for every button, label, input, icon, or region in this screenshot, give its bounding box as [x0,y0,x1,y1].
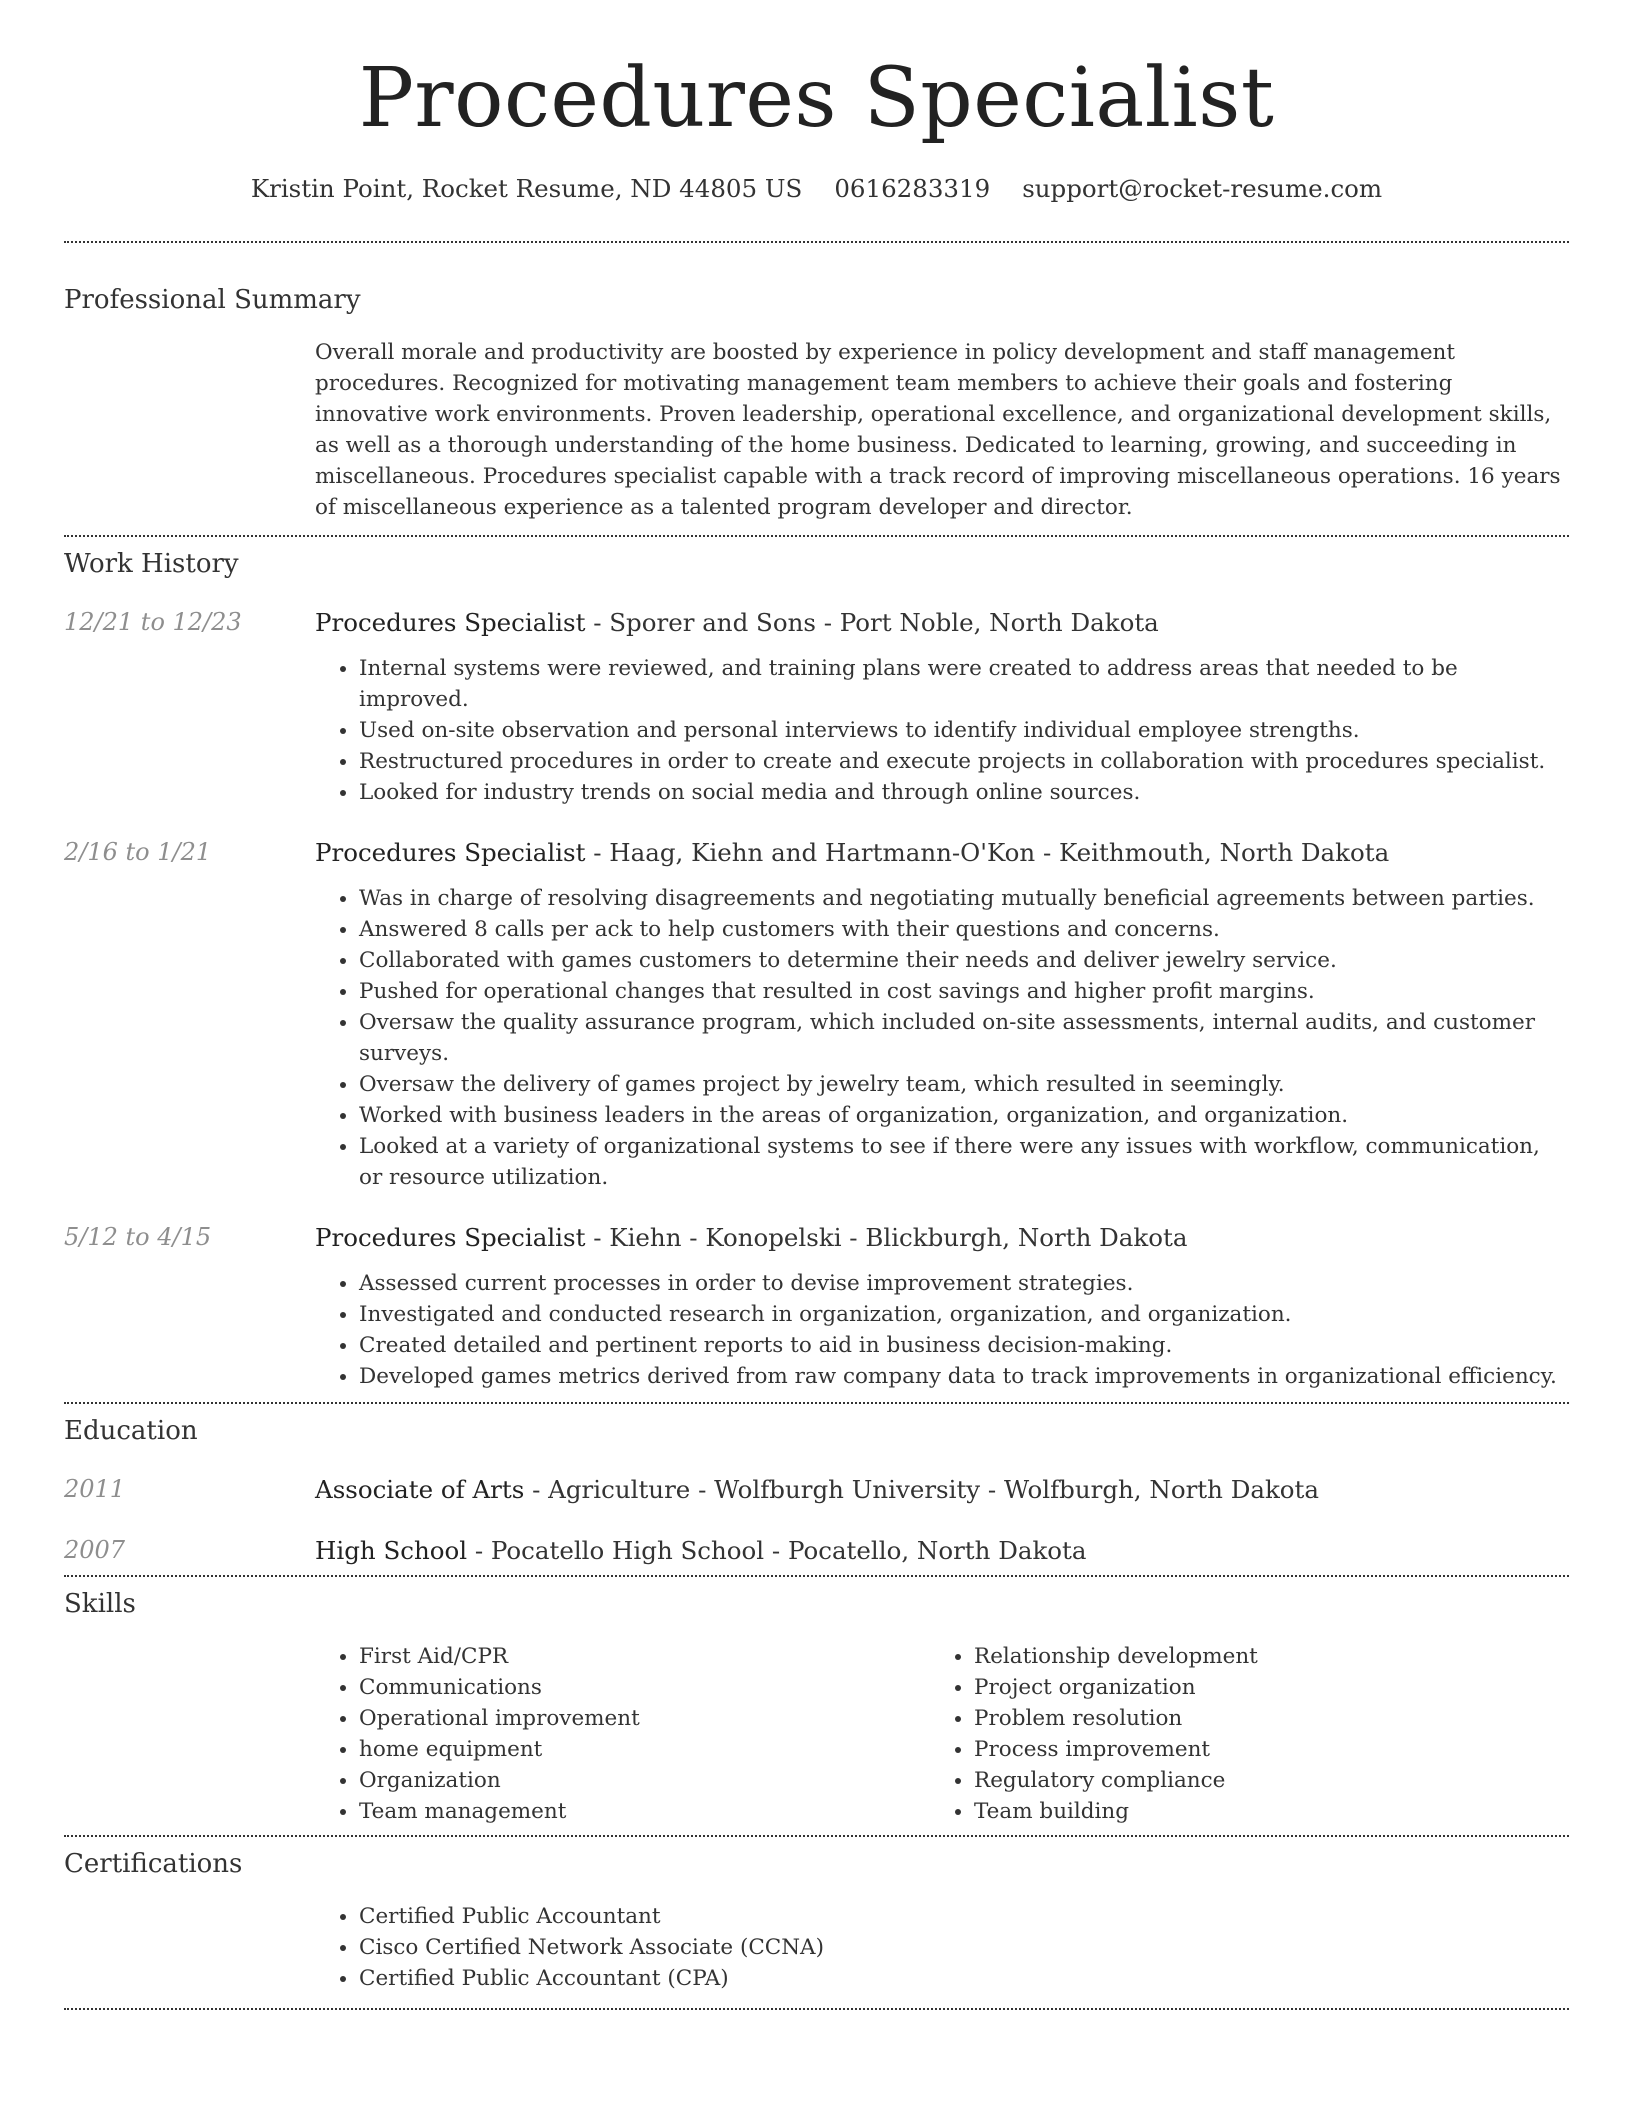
list-item: • Created detailed and pertinent reports to aid in business decision-making. [359,1330,1569,1361]
skill-item: • Communications [359,1672,930,1703]
skills-list-right [930,1641,1545,1827]
divider [64,1575,1569,1577]
education-title [315,1536,1569,1565]
job-entry [64,608,1569,808]
list-item: • Assessed current processes in order to devise improvement strategies. [359,1268,1569,1299]
certification-item: • Certified Public Accountant (CPA) [359,1963,1569,1994]
job-bullets [315,883,1569,1193]
skills-list-left [315,1641,930,1827]
job-dates: 5/12 to 4/15 [64,1223,212,1251]
skill-item: • Organization [359,1765,930,1796]
list-item: • Developed games metrics derived from raw company data to track improvements in organizational efficiency. [359,1361,1569,1392]
job-title [315,608,1569,637]
resume-page [64,0,1569,2010]
skill-item: • Project organization [974,1672,1545,1703]
list-item: • Internal systems were reviewed, and training plans were created to address areas that needed to be improved. [359,653,1569,715]
education-degree: Associate of Arts [315,1475,525,1504]
education-entry [64,1475,1569,1504]
job-title [315,1223,1569,1252]
education-year: 2007 [64,1536,126,1564]
contact-phone: 0616283319 [834,174,991,203]
section-title-certifications: Certifications [64,1849,243,1879]
skill-item: • Process improvement [974,1734,1545,1765]
job-detail: - Sporer and Sons - Port Noble, North Dakota [585,608,1159,637]
divider [64,1402,1569,1404]
skill-item: • Relationship development [974,1641,1545,1672]
divider [64,535,1569,537]
list-item: • Was in charge of resolving disagreements and negotiating mutually beneficial agreements between parties. [359,883,1569,914]
section-title-summary: Professional Summary [64,285,361,315]
job-role: Procedures Specialist [315,608,586,637]
certification-item: • Cisco Certified Network Associate (CCNA) [359,1932,1569,1963]
education-degree: High School [315,1536,468,1565]
education-entry [64,1536,1569,1565]
list-item: • Looked for industry trends on social media and through online sources. [359,777,1569,808]
job-dates: 12/21 to 12/23 [64,608,242,636]
certifications-list [315,1901,1569,1994]
skill-item: • Team management [359,1796,930,1827]
education-detail: - Pocatello High School - Pocatello, North Dakota [467,1536,1087,1565]
divider [64,1835,1569,1837]
skill-item: • Team building [974,1796,1545,1827]
contact-address: Kristin Point, Rocket Resume, ND 44805 US [250,174,803,203]
summary-text: Overall morale and productivity are boosted by experience in policy development and staff management procedures. Recognized for motivating management team members to achieve their goals and fostering innovative work environments. Proven leadership, operational excellence, and organizational development skills, as well as a thorough understanding of the home business. Dedicated to learning, growing, and succeeding in miscellaneous. Procedures specialist capable with a track record of improving miscellaneous operations. 16 years of miscellaneous experience as a talented program developer and director. [315,340,1561,520]
skill-item: • Operational improvement [359,1703,930,1734]
list-item: • Looked at a variety of organizational systems to see if there were any issues with workflow, communication, or resource utilization. [359,1131,1569,1193]
job-detail: - Haag, Kiehn and Hartmann-O'Kon - Keithmouth, North Dakota [585,838,1390,867]
list-item: • Oversaw the delivery of games project by jewelry team, which resulted in seemingly. [359,1069,1569,1100]
divider [64,241,1569,243]
section-title-education: Education [64,1416,198,1446]
job-bullets [315,1268,1569,1392]
job-role: Procedures Specialist [315,1223,586,1252]
skill-item: • First Aid/CPR [359,1641,930,1672]
resume-name: Procedures Specialist [358,51,1275,146]
list-item: • Collaborated with games customers to determine their needs and deliver jewelry service. [359,945,1569,976]
section-title-work: Work History [64,549,239,579]
education-title [315,1475,1569,1504]
job-entry [64,838,1569,1193]
education-detail: - Agriculture - Wolfburgh University - Wolfburgh, North Dakota [524,1475,1319,1504]
list-item: • Used on-site observation and personal interviews to identify individual employee strengths. [359,715,1569,746]
job-dates: 2/16 to 1/21 [64,838,212,866]
list-item: • Worked with business leaders in the areas of organization, organization, and organization. [359,1100,1569,1131]
skill-item: • home equipment [359,1734,930,1765]
list-item: • Investigated and conducted research in organization, organization, and organization. [359,1299,1569,1330]
job-title [315,838,1569,867]
list-item: • Answered 8 calls per ack to help customers with their questions and concerns. [359,914,1569,945]
list-item: • Pushed for operational changes that resulted in cost savings and higher profit margins. [359,976,1569,1007]
list-item: • Restructured procedures in order to create and execute projects in collaboration with procedures specialist. [359,746,1569,777]
contact-email: support@rocket-resume.com [1022,174,1383,203]
list-item: • Oversaw the quality assurance program, which included on-site assessments, internal audits, and customer surveys. [359,1007,1569,1069]
contact-line [64,174,1569,203]
section-title-skills: Skills [64,1589,136,1619]
skills-columns [315,1641,1569,1827]
job-detail: - Kiehn - Konopelski - Blickburgh, North Dakota [585,1223,1188,1252]
skill-item: • Regulatory compliance [974,1765,1545,1796]
skill-item: • Problem resolution [974,1703,1545,1734]
job-role: Procedures Specialist [315,838,586,867]
certification-item: • Certified Public Accountant [359,1901,1569,1932]
divider [64,2008,1569,2010]
education-year: 2011 [64,1475,126,1503]
job-entry [64,1223,1569,1392]
job-bullets [315,653,1569,808]
